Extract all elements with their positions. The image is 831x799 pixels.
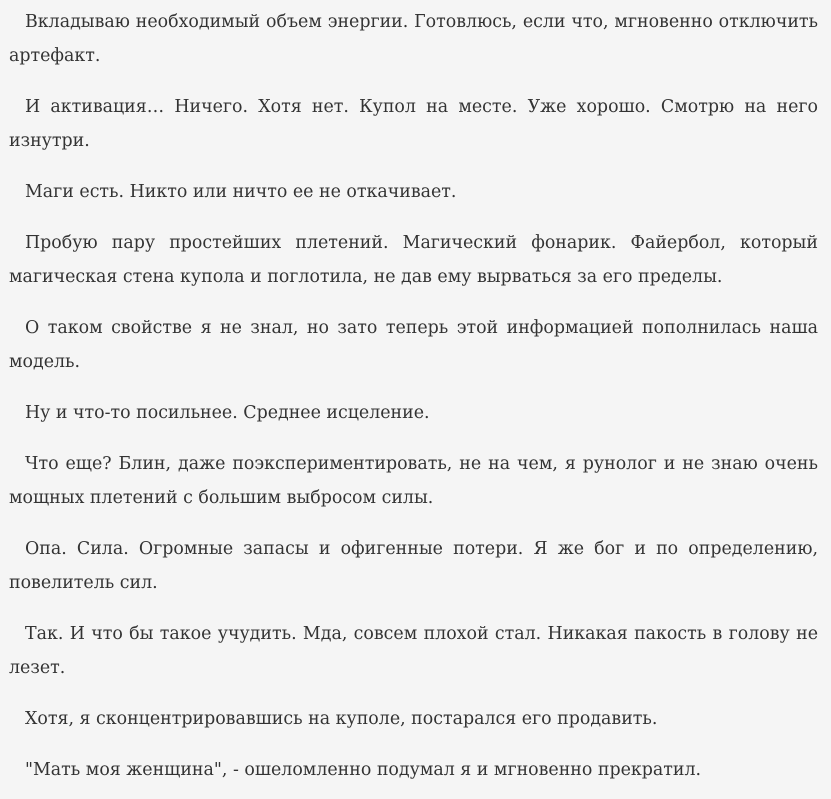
paragraph: Ну и что-то посильнее. Среднее исцеление. (25, 403, 430, 423)
paragraph: Вкладываю необходимый объем энергии. Готовлюсь, если что, мгновенно отключить артефакт. (9, 12, 818, 66)
paragraph: Хотя, я сконцентрировавшись на куполе, постарался его продавить. (25, 709, 658, 729)
paragraph: О таком свойстве я не знал, но зато теперь этой информацией пополнилась наша модель. (9, 318, 818, 372)
paragraph: Опа. Сила. Огромные запасы и офигенные потери. Я же бог и по определению, повелитель сил. (9, 539, 818, 593)
paragraph: Что еще? Блин, даже поэкспериментировать, не на чем, я рунолог и не знаю очень мощных плетений с большим выбросом силы. (9, 454, 818, 508)
paragraph: Пробую пару простейших плетений. Магический фонарик. Файербол, который магическая стена купола и поглотила, не дав ему вырваться за его пределы. (9, 233, 818, 287)
paragraph: Маги есть. Никто или ничто ее не откачивает. (25, 182, 457, 202)
paragraph: Так. И что бы такое учудить. Мда, совсем плохой стал. Никакая пакость в голову не лезет. (9, 624, 818, 678)
paragraph: "Мать моя женщина", - ошеломленно подумал я и мгновенно прекратил. (25, 760, 702, 780)
reader-text (0, 5, 831, 787)
paragraph: И активация… Ничего. Хотя нет. Купол на месте. Уже хорошо. Смотрю на него изнутри. (9, 97, 818, 151)
